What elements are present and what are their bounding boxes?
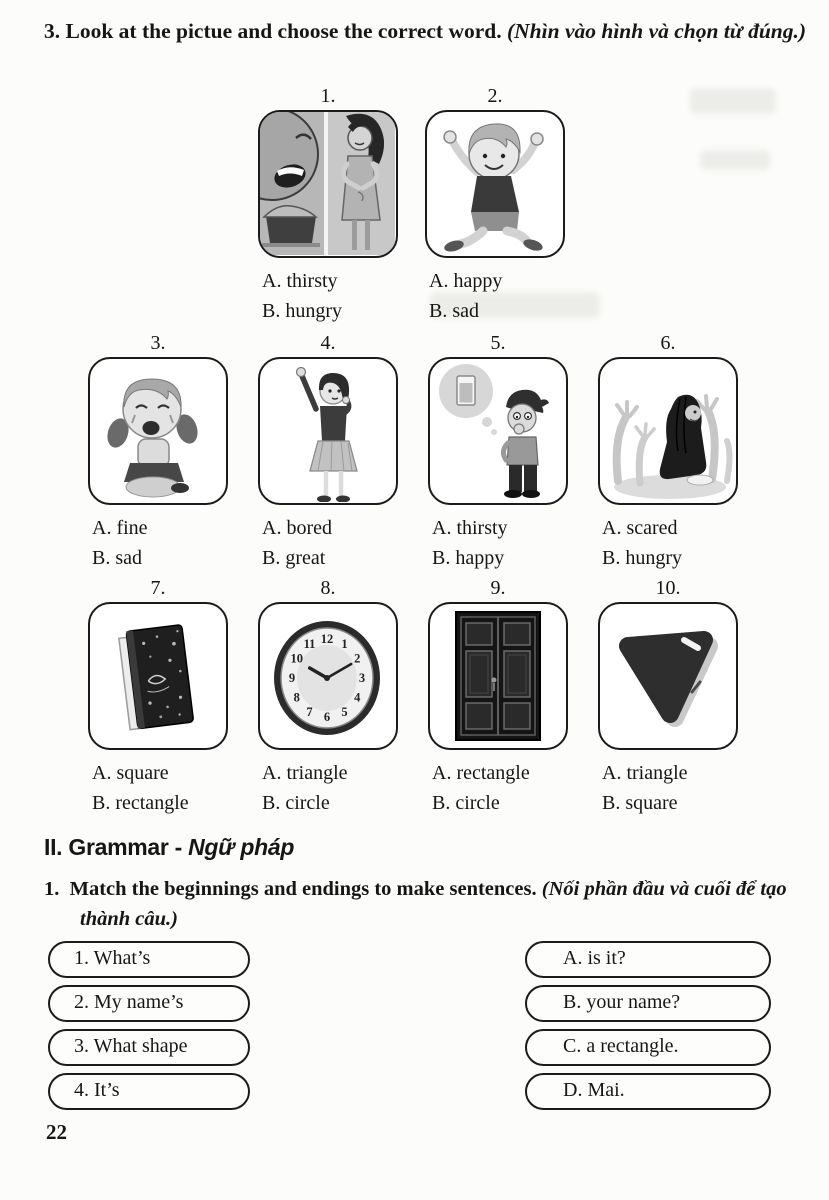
question-number: 10. — [655, 577, 681, 599]
clock-number: 6 — [323, 710, 331, 724]
clock-number: 9 — [288, 671, 296, 685]
option-a: A. scared — [602, 517, 678, 539]
option-b: B. hungry — [602, 547, 682, 569]
question-number: 6. — [660, 332, 676, 354]
clock-number: 10 — [290, 651, 303, 666]
option-a: A. square — [92, 762, 169, 784]
question-item-1 — [258, 84, 418, 326]
exercise1-title-vi: (Nối phần đầu và cuối để tạo thành câu.) — [80, 878, 787, 930]
question-item-10 — [598, 576, 758, 818]
option-b: B. sad — [92, 547, 142, 569]
option-b: B. sad — [429, 300, 479, 322]
option-b: B. hungry — [262, 300, 342, 322]
option-b: B. happy — [432, 547, 505, 569]
thirsty-boy-illustration — [428, 357, 568, 505]
question-number: 8. — [320, 577, 336, 599]
question-number: 5. — [490, 332, 506, 354]
scared-person-illustration — [598, 357, 738, 505]
clock-number: 12 — [320, 632, 334, 646]
option-b: B. circle — [432, 792, 500, 814]
exercise3-number: 3. — [44, 19, 61, 43]
beginning-pill-4: 4. It’s — [48, 1073, 250, 1110]
question-number: 7. — [150, 577, 166, 599]
wall-clock-illustration — [258, 602, 398, 750]
beginning-pill-1: 1. What’s — [48, 941, 250, 978]
clock-number: 7 — [306, 705, 313, 719]
question-item-4 — [258, 331, 418, 573]
exercise3-heading — [44, 16, 829, 47]
question-number: 1. — [320, 85, 336, 107]
ending-pill-a: A. is it? — [525, 941, 771, 978]
scan-artifact — [690, 88, 776, 114]
grammar-label-en: II. Grammar - — [44, 834, 182, 860]
clock-number: 8 — [293, 690, 300, 705]
jumping-boy-illustration — [425, 110, 565, 258]
clock-number: 5 — [341, 705, 348, 719]
clock-number: 4 — [354, 690, 361, 705]
option-a: A. happy — [429, 270, 503, 292]
clock-number: 1 — [341, 637, 348, 651]
crying-girl-illustration — [88, 357, 228, 505]
question-number: 4. — [320, 332, 336, 354]
exercise3-title-vi: (Nhìn vào hình và chọn từ đúng.) — [507, 19, 807, 43]
option-b: B. great — [262, 547, 326, 569]
question-item-6 — [598, 331, 758, 573]
exercise1-title-en: Match the beginnings and endings to make sentences. — [69, 878, 537, 900]
question-item-2 — [425, 84, 585, 326]
waving-girl-illustration — [258, 357, 398, 505]
question-number: 9. — [490, 577, 506, 599]
question-item-7 — [88, 576, 248, 818]
scan-artifact — [700, 150, 770, 170]
option-b: B. circle — [262, 792, 330, 814]
double-door-illustration — [428, 602, 568, 750]
hungry-woman-cake-illustration — [258, 110, 398, 258]
option-a: A. rectangle — [432, 762, 530, 784]
grammar-label-vi: Ngữ pháp — [188, 834, 295, 860]
grammar-section-heading — [44, 834, 294, 861]
question-item-9 — [428, 576, 588, 818]
journal-book-illustration — [88, 602, 228, 750]
exercise3-title-en: Look at the pictue and choose the correct word. — [65, 19, 502, 43]
ending-pill-c: C. a rectangle. — [525, 1029, 771, 1066]
clock-number: 3 — [358, 671, 366, 685]
ending-pill-b: B. your name? — [525, 985, 771, 1022]
clock-number: 11 — [303, 637, 316, 651]
question-item-3 — [88, 331, 248, 573]
option-a: A. fine — [92, 517, 148, 539]
option-a: A. bored — [262, 517, 332, 539]
option-a: A. thirsty — [432, 517, 508, 539]
beginning-pill-2: 2. My name’s — [48, 985, 250, 1022]
ending-pill-d: D. Mai. — [525, 1073, 771, 1110]
beginning-pill-3: 3. What shape — [48, 1029, 250, 1066]
question-number: 2. — [487, 85, 503, 107]
page-number: 22 — [46, 1120, 67, 1144]
option-b: B. square — [602, 792, 678, 814]
question-item-5 — [428, 331, 588, 573]
option-a: A. thirsty — [262, 270, 338, 292]
option-b: B. rectangle — [92, 792, 189, 814]
exercise1-number: 1. — [44, 878, 60, 900]
grammar-exercise1-heading — [44, 874, 796, 934]
triangle-shape-illustration — [598, 602, 738, 750]
option-a: A. triangle — [262, 762, 348, 784]
question-item-8 — [258, 576, 418, 818]
question-number: 3. — [150, 332, 166, 354]
clock-number: 2 — [354, 651, 361, 666]
option-a: A. triangle — [602, 762, 688, 784]
